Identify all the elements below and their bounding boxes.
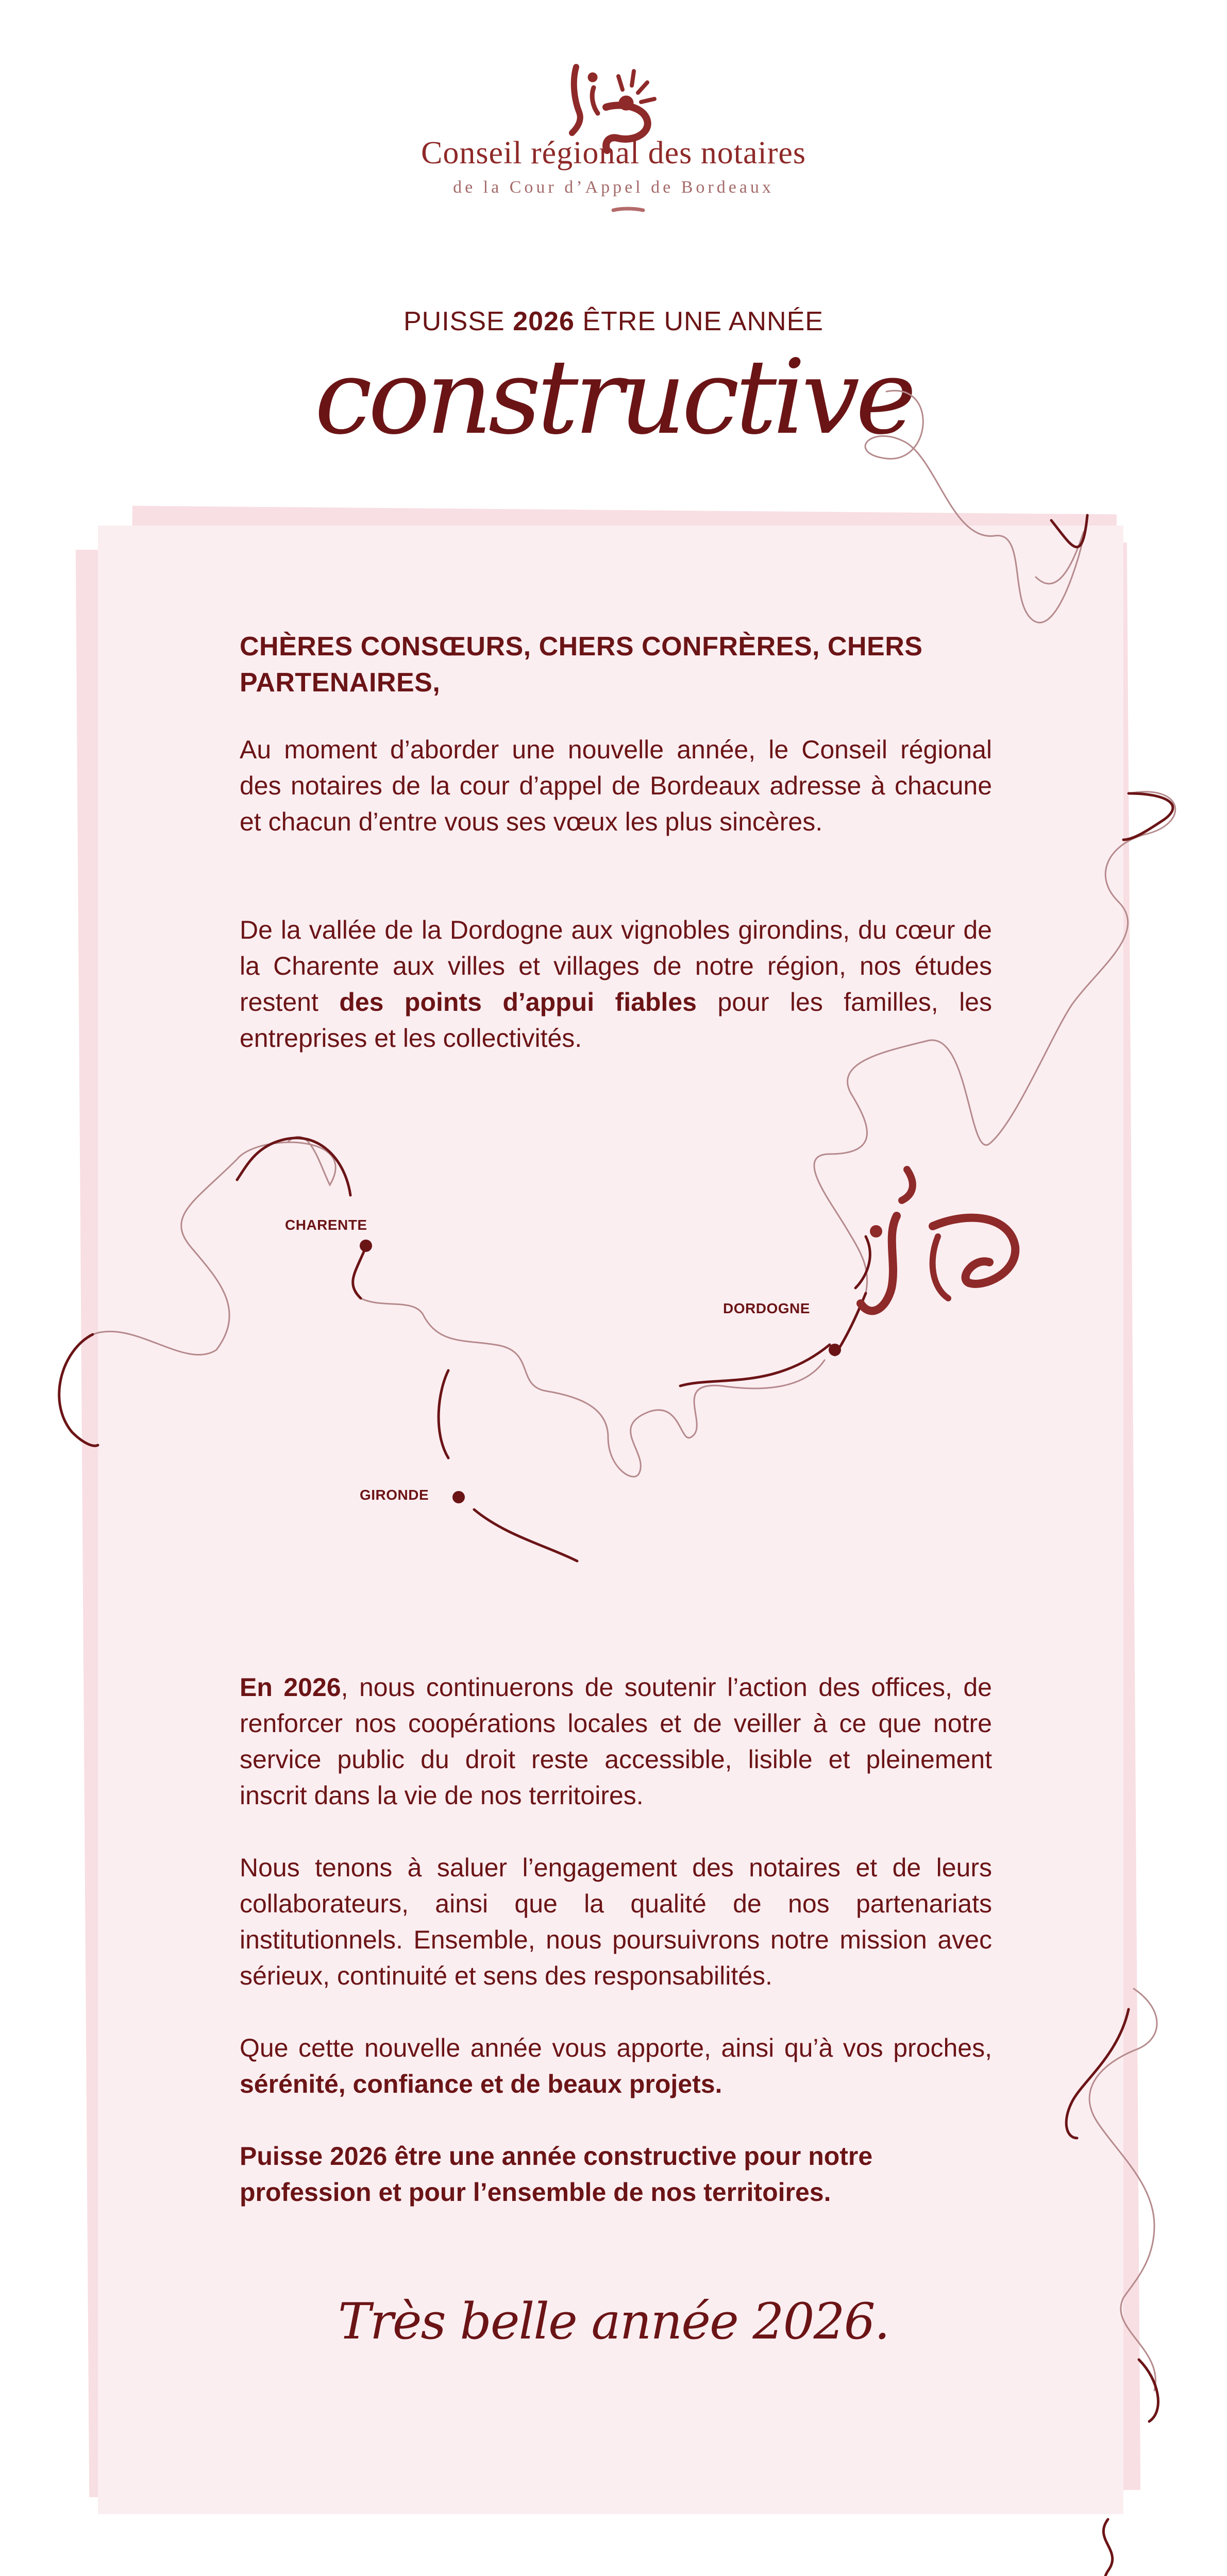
- map-label-charente: CHARENTE: [285, 1217, 367, 1233]
- paragraph-2026-bold: En 2026: [240, 1673, 341, 1702]
- paragraph-intro: Au moment d’aborder une nouvelle année, le Conseil régional des notaires de la cour d’appel de Bordeaux adresse à chacune et chacun d’entre vous ses vœux les plus sincères.: [240, 735, 992, 836]
- headline-post: ÊTRE UNE ANNÉE: [574, 307, 823, 336]
- greeting: CHÈRES CONSŒURS, CHERS CONFRÈRES, CHERS PARTENAIRES,: [240, 632, 923, 698]
- headline-pre: PUISSE: [404, 307, 513, 336]
- paragraph-wishes: [240, 2030, 992, 2102]
- paragraph-conclusion: Puisse 2026 être une année constructive pour notre profession et pour l’ensemble de nos territoires.: [240, 2142, 873, 2207]
- paragraph-region-bold: des points d’appui fiables: [339, 988, 697, 1016]
- paragraph-region: [240, 912, 992, 1056]
- paragraph-2026-rest: , nous continuerons de soutenir l’action des offices, de renforcer nos coopérations locales et de veiller à ce que notre service public du droit reste accessible, lisible et pleinement inscrit dans la vie de nos territoires.: [240, 1673, 992, 1810]
- paragraph-2026: [240, 1669, 992, 1814]
- map-label-dordogne: DORDOGNE: [723, 1300, 810, 1316]
- closing-signature: Très belle année 2026.: [338, 2293, 889, 2350]
- deco-line-map: [93, 1137, 335, 1354]
- paragraph-region-a: De la vallée de la Dordogne aux vignobles girondins, du cœur de la Charente aux villes et villages de notre région, nos études restent: [240, 916, 992, 1016]
- paragraph-region-c: pour les familles, les entreprises et les collectivités.: [240, 988, 992, 1053]
- map-dot-gironde: [452, 1491, 465, 1503]
- paragraph-wishes-bold: sérénité, confiance et de beaux projets.: [240, 2070, 722, 2098]
- paragraph-wishes-a: Que cette nouvelle année vous apporte, ainsi qu’à vos proches,: [240, 2033, 992, 2062]
- headline-year: 2026: [513, 307, 575, 336]
- map-dot-dordogne: [829, 1344, 841, 1356]
- map-label-gironde: GIRONDE: [360, 1487, 429, 1503]
- org-name: Conseil régional des notaires: [421, 135, 806, 171]
- map-dot-charente: [360, 1240, 372, 1252]
- headline-script-word: constructive: [314, 337, 913, 457]
- paragraph-engagement: Nous tenons à saluer l’engagement des notaires et de leurs collaborateurs, ainsi que la qualité de nos partenariats institutionnels. Ensemble, nous poursuivrons notre mission avec sérieux, continuité et sens des responsabilités.: [240, 1853, 992, 1990]
- deco-line-top: [865, 391, 1084, 622]
- figure-mark-icon: [861, 1170, 1015, 1311]
- org-subtitle: de la Cour d’Appel de Bordeaux: [453, 178, 774, 197]
